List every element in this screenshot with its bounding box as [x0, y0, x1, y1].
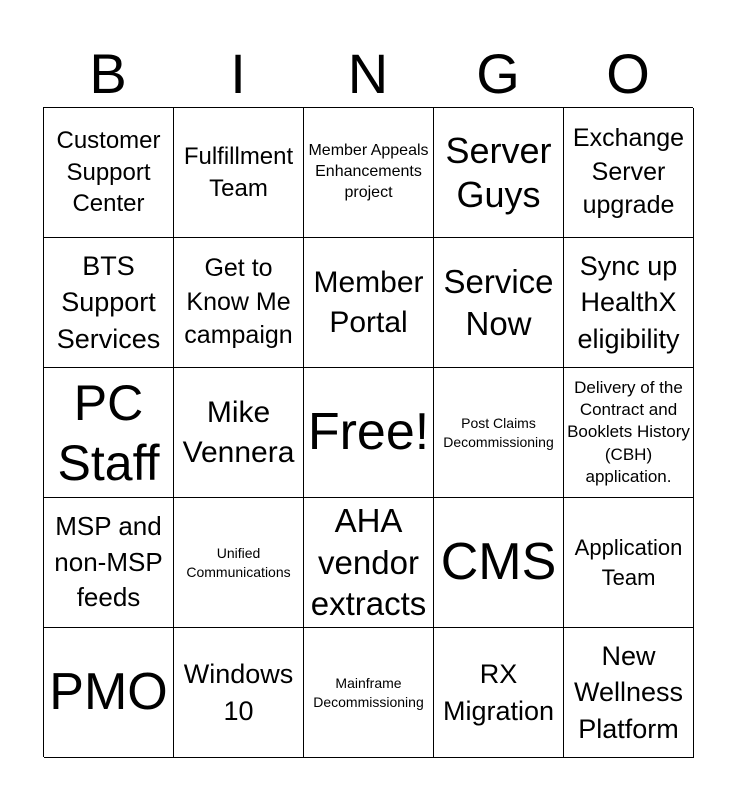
- free-space-cell[interactable]: [304, 368, 434, 498]
- cell-text: PC Staff: [57, 374, 160, 491]
- bingo-cell[interactable]: [44, 238, 174, 368]
- bingo-cell[interactable]: [434, 498, 564, 628]
- bingo-cell[interactable]: [564, 238, 694, 368]
- cell-text: Server Guys: [445, 130, 552, 215]
- bingo-header: [43, 40, 693, 108]
- cell-text: Mike Vennera: [182, 395, 295, 469]
- bingo-cell[interactable]: [174, 238, 304, 368]
- cell-text: Post Claims Decommissioning: [443, 415, 554, 450]
- cell-text: Unified Communications: [186, 545, 291, 580]
- header-letter-i: I: [230, 42, 246, 105]
- bingo-cell[interactable]: [304, 498, 434, 628]
- cell-text: Customer Support Center: [56, 126, 161, 218]
- bingo-cell[interactable]: [44, 368, 174, 498]
- cell-text: Sync up HealthX eligibility: [577, 250, 680, 354]
- cell-text: Delivery of the Contract and Booklets History (CBH) application.: [567, 378, 690, 486]
- cell-text: Application Team: [574, 534, 683, 590]
- bingo-cell[interactable]: [174, 628, 304, 758]
- bingo-cell[interactable]: [564, 628, 694, 758]
- header-letter-g: G: [476, 42, 520, 105]
- bingo-cell[interactable]: [174, 108, 304, 238]
- cell-text: Mainframe Decommissioning: [313, 675, 424, 710]
- bingo-cell[interactable]: [434, 368, 564, 498]
- cell-text: Windows 10: [183, 659, 294, 726]
- cell-text: PMO: [49, 663, 168, 722]
- cell-text: Fulfillment Team: [183, 142, 294, 202]
- cell-text: AHA vendor extracts: [310, 501, 427, 623]
- bingo-cell[interactable]: [174, 368, 304, 498]
- cell-text: BTS Support Services: [56, 250, 161, 354]
- bingo-cell[interactable]: [44, 628, 174, 758]
- bingo-cell[interactable]: [564, 498, 694, 628]
- bingo-cell[interactable]: [564, 368, 694, 498]
- bingo-cell[interactable]: [434, 628, 564, 758]
- bingo-cell[interactable]: [304, 628, 434, 758]
- bingo-cell[interactable]: [304, 238, 434, 368]
- bingo-cell[interactable]: [44, 498, 174, 628]
- bingo-cell[interactable]: [434, 238, 564, 368]
- header-letter-b: B: [89, 42, 127, 105]
- cell-text: Member Portal: [313, 265, 424, 339]
- cell-text: Service Now: [443, 262, 554, 342]
- cell-text: Exchange Server upgrade: [572, 123, 685, 220]
- free-space-text: Free!: [307, 403, 430, 462]
- bingo-cell[interactable]: [44, 108, 174, 238]
- cell-text: RX Migration: [442, 659, 555, 726]
- bingo-cell[interactable]: [174, 498, 304, 628]
- cell-text: New Wellness Platform: [573, 640, 684, 744]
- header-letter-n: N: [347, 42, 389, 105]
- bingo-card-grid: [43, 107, 693, 757]
- cell-text: CMS: [440, 533, 557, 592]
- bingo-cell[interactable]: [434, 108, 564, 238]
- bingo-cell[interactable]: [304, 108, 434, 238]
- cell-text: MSP and non-MSP feeds: [54, 510, 163, 613]
- cell-text: Member Appeals Enhancements project: [308, 142, 429, 201]
- header-letter-o: O: [606, 42, 650, 105]
- bingo-cell[interactable]: [564, 108, 694, 238]
- cell-text: Get to Know Me campaign: [184, 253, 293, 350]
